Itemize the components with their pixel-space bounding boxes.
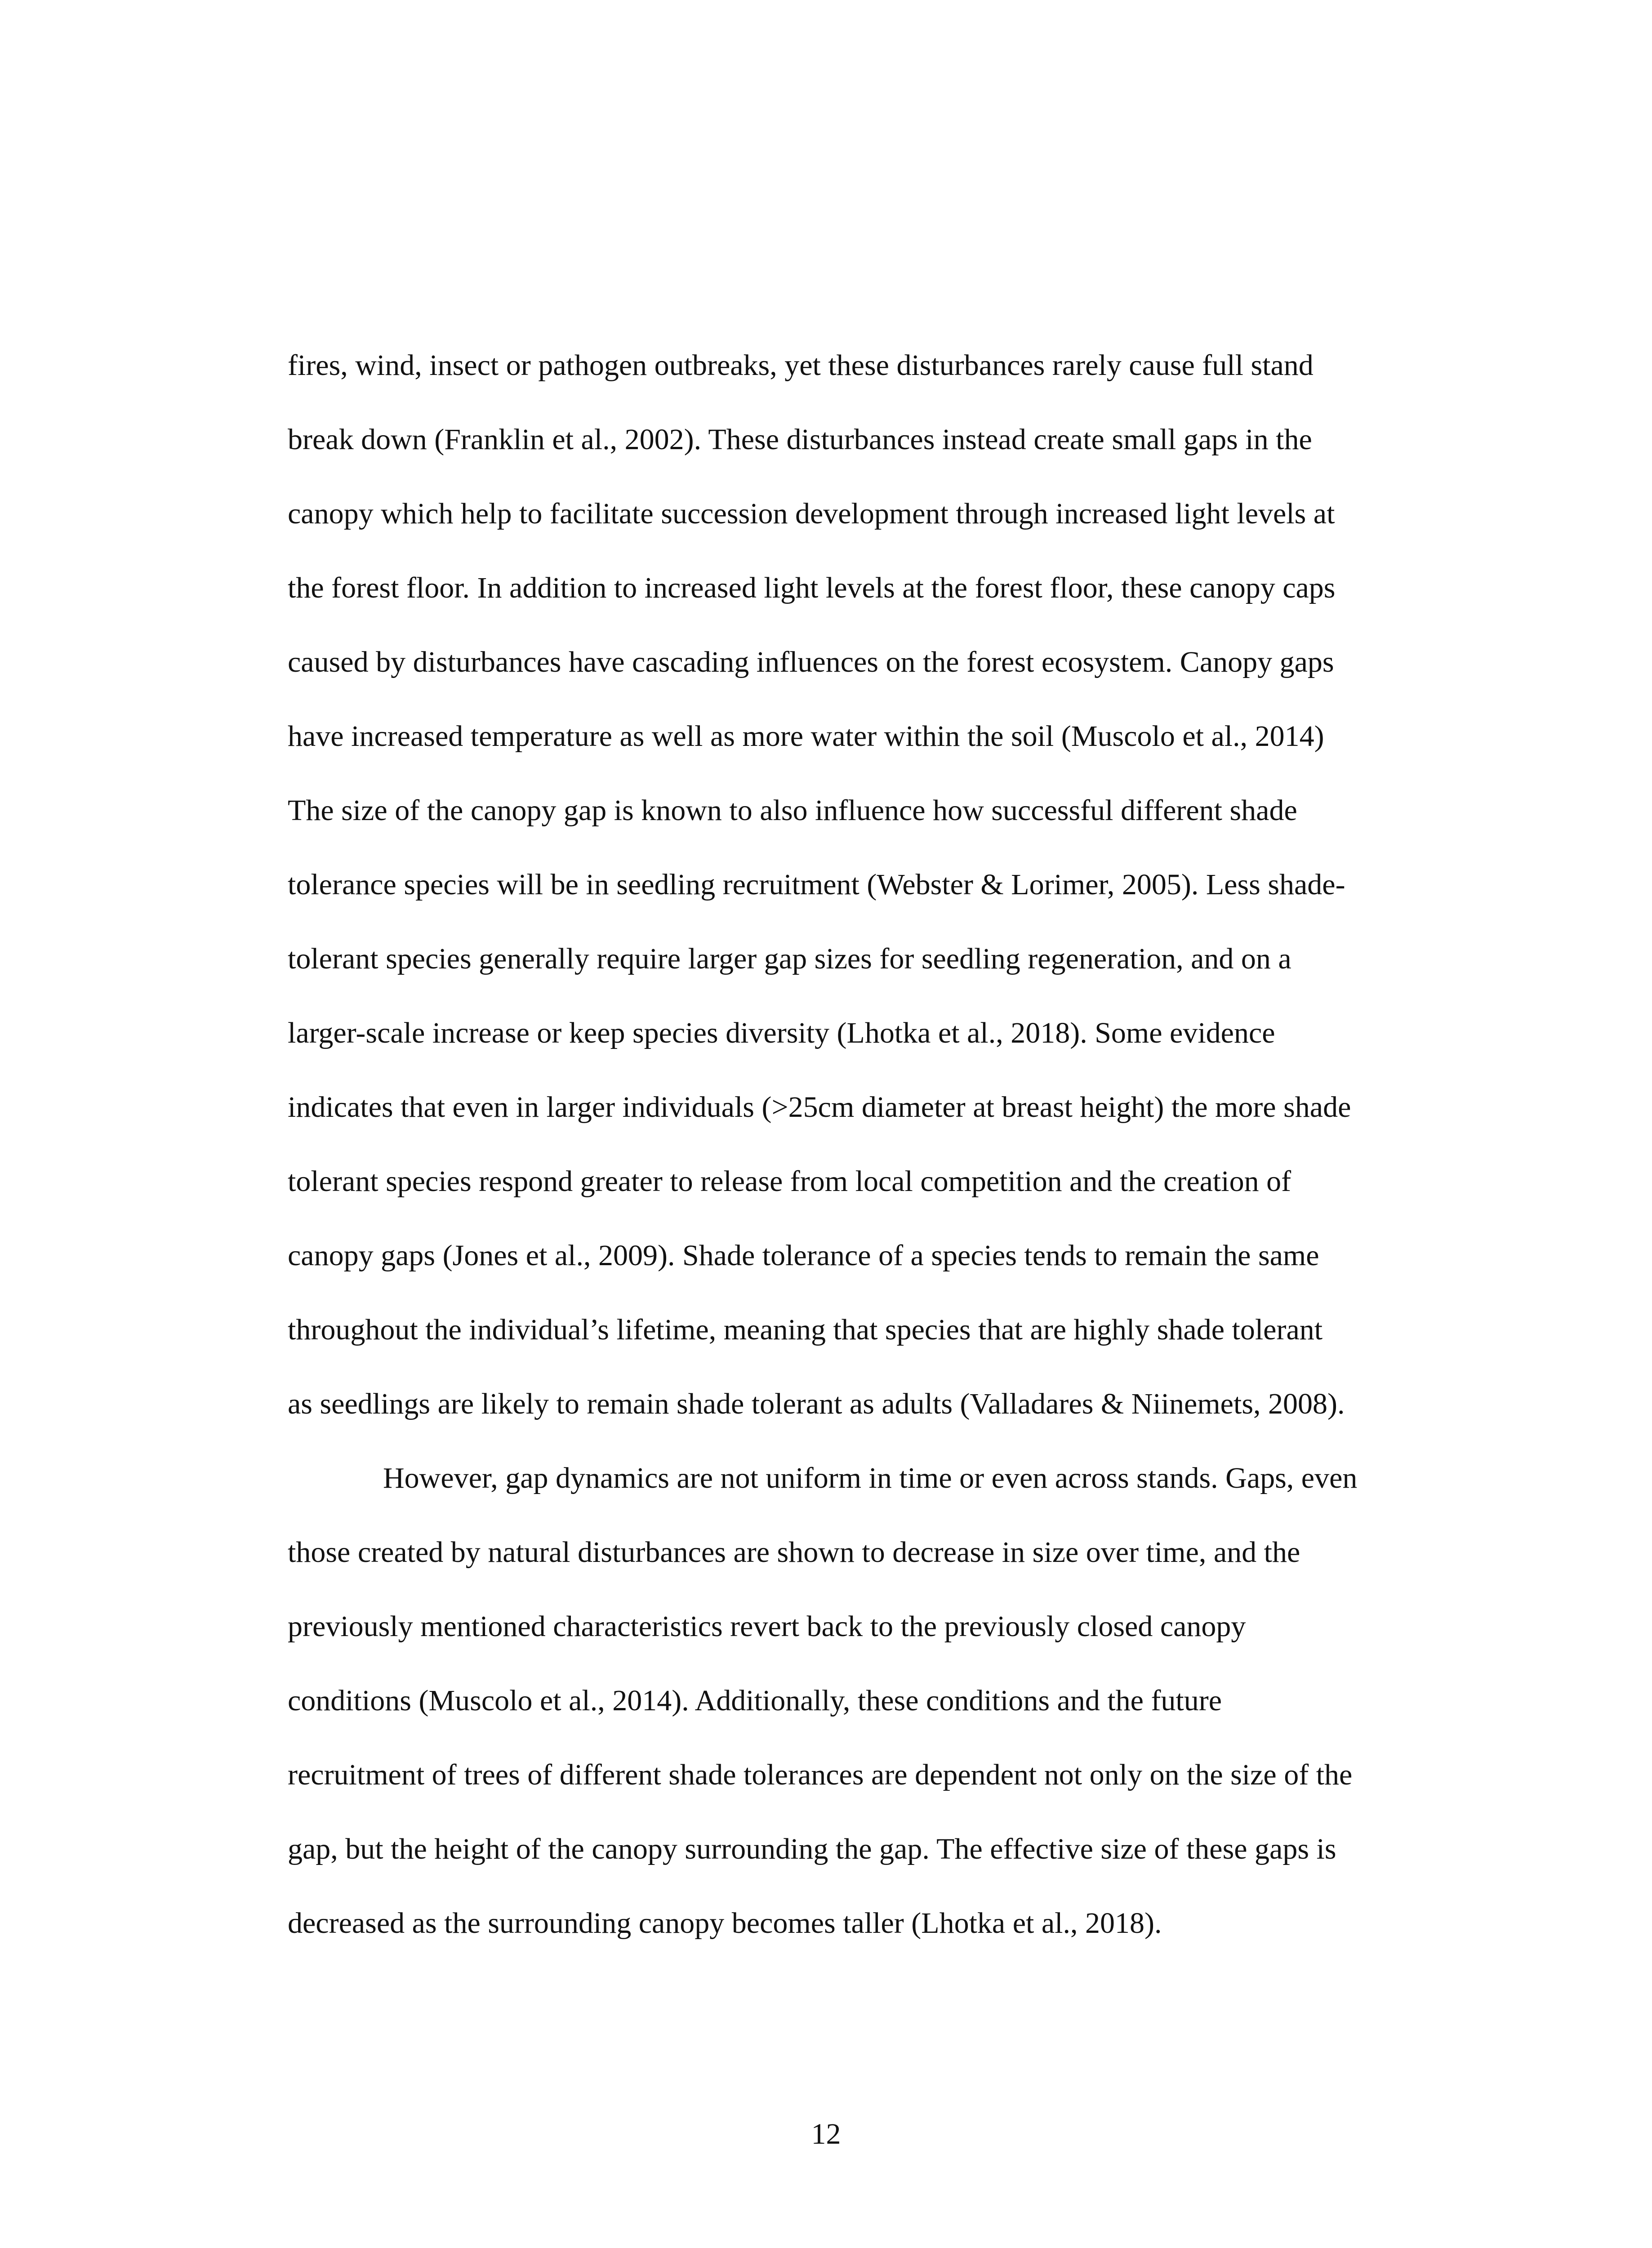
text-line-16: However, gap dynamics are not uniform in time or even across stands. Gaps, even xyxy=(383,1462,1358,1494)
text-line-13: canopy gaps (Jones et al., 2009). Shade tolerance of a species tends to remain the same xyxy=(288,1239,1319,1272)
text-line-5: caused by disturbances have cascading influences on the forest ecosystem. Canopy gaps xyxy=(288,646,1334,678)
text-line-11: indicates that even in larger individuals (>25cm diameter at breast height) the more shade xyxy=(288,1091,1351,1124)
text-line-7: The size of the canopy gap is known to also influence how successful different shade xyxy=(288,794,1297,827)
text-line-20: recruitment of trees of different shade tolerances are dependent not only on the size of the xyxy=(288,1758,1353,1791)
text-line-1: fires, wind, insect or pathogen outbreaks, yet these disturbances rarely cause full stand xyxy=(288,349,1314,382)
text-line-17: those created by natural disturbances are shown to decrease in size over time, and the xyxy=(288,1536,1300,1569)
text-line-22: decreased as the surrounding canopy becomes taller (Lhotka et al., 2018). xyxy=(288,1907,1162,1940)
text-line-10: larger-scale increase or keep species diversity (Lhotka et al., 2018). Some evidence xyxy=(288,1017,1275,1049)
text-line-6: have increased temperature as well as more water within the soil (Muscolo et al., 2014) xyxy=(288,720,1324,753)
text-line-21: gap, but the height of the canopy surrounding the gap. The effective size of these gaps is xyxy=(288,1833,1336,1865)
text-line-2: break down (Franklin et al., 2002). These disturbances instead create small gaps in the xyxy=(288,423,1312,456)
text-line-12: tolerant species respond greater to release from local competition and the creation of xyxy=(288,1165,1291,1198)
text-line-18: previously mentioned characteristics revert back to the previously closed canopy xyxy=(288,1610,1246,1643)
page-number: 12 xyxy=(811,2118,841,2150)
text-line-14: throughout the individual’s lifetime, meaning that species that are highly shade tolerant xyxy=(288,1313,1323,1346)
text-line-19: conditions (Muscolo et al., 2014). Additionally, these conditions and the future xyxy=(288,1684,1222,1717)
text-line-3: canopy which help to facilitate succession development through increased light levels at xyxy=(288,497,1335,530)
text-line-9: tolerant species generally require larger gap sizes for seedling regeneration, and on a xyxy=(288,942,1291,975)
text-line-8: tolerance species will be in seedling recruitment (Webster & Lorimer, 2005). Less shade- xyxy=(288,868,1345,901)
text-line-15: as seedlings are likely to remain shade tolerant as adults (Valladares & Niinemets, 2008). xyxy=(288,1387,1345,1420)
text-line-4: the forest floor. In addition to increased light levels at the forest floor, these canopy caps xyxy=(288,571,1336,604)
